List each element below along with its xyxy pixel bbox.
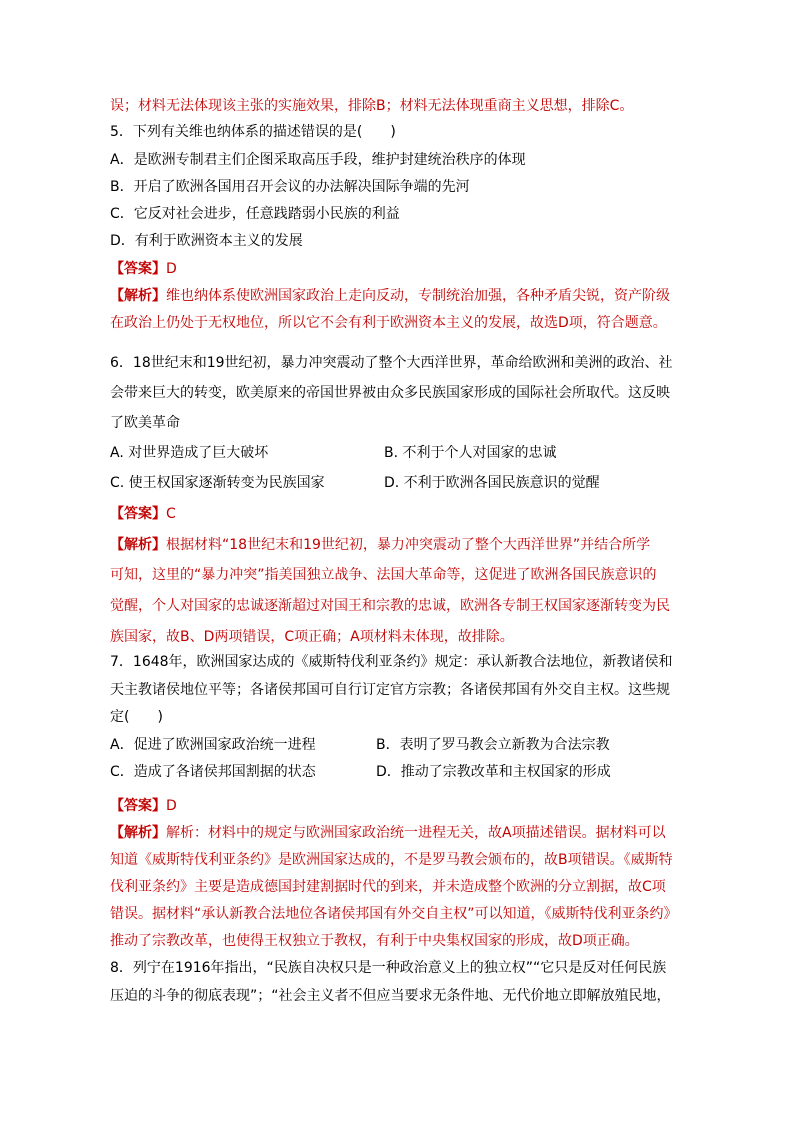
q6-answer-value: C <box>166 506 176 522</box>
q7-analysis-line-1 <box>110 823 666 843</box>
q6-stem-1: 6．18世纪末和19世纪初，暴力冲突震动了整个大西洋世界，革命给欧洲和美洲的政治、社 <box>110 355 673 371</box>
q6-option-a: A. 对世界造成了巨大破坏 <box>110 445 269 461</box>
q5-analysis-text-1: 维也纳体系使欧洲国家政治上走向反动，专制统治加强，各种矛盾尖锐，资产阶级 <box>166 288 670 304</box>
q8-stem-2: 压迫的斗争的彻底表现”；“社会主义者不但应当要求无条件地、无代价地立即解放殖民地， <box>110 988 671 1004</box>
q5-option-c: C．它反对社会进步，任意践踏弱小民族的利益 <box>110 206 400 222</box>
q6-stem-3: 了欧美革命 <box>110 415 180 431</box>
q6-stem-2: 会带来巨大的转变，欧美原来的帝国世界被由众多民族国家形成的国际社会所取代。这反映 <box>110 385 670 401</box>
q7-analysis-label: 【解析】 <box>110 825 166 841</box>
q5-analysis-label: 【解析】 <box>110 288 166 304</box>
q5-option-a: A．是欧洲专制君主们企图采取高压手段，维护封建统治秩序的体现 <box>110 152 526 168</box>
q7-answer-label: 【答案】 <box>110 798 166 814</box>
q5-analysis-line-1 <box>110 286 670 306</box>
q6-option-c: C. 使王权国家逐渐转变为民族国家 <box>110 475 325 491</box>
q7-analysis-text-1: 解析：材料中的规定与欧洲国家政治统一进程无关，故A项描述错误。据材料可以 <box>166 825 666 841</box>
q7-option-d: D．推动了宗教改革和主权国家的形成 <box>376 764 611 780</box>
q5-option-d: D．有利于欧洲资本主义的发展 <box>110 233 303 249</box>
q7-analysis-line-3: 伐利亚条约》主要是造成德国封建割据时代的到来，并未造成整个欧洲的分立割据，故C项 <box>110 879 666 895</box>
q6-option-d: D. 不利于欧洲各国民族意识的觉醒 <box>384 475 600 491</box>
q7-stem-1: 7．1648年，欧洲国家达成的《威斯特伐利亚条约》规定：承认新教合法地位，新教诸侯和 <box>110 654 673 670</box>
q7-stem-2: 天主教诸侯地位平等；各诸侯邦国可自行订定官方宗教；各诸侯邦国有外交自主权。这些规 <box>110 682 670 698</box>
q7-option-c: C．造成了各诸侯邦国割据的状态 <box>110 764 316 780</box>
q5-answer-label: 【答案】 <box>110 261 166 277</box>
q5-answer <box>110 259 177 279</box>
q5-answer-value: D <box>166 261 177 277</box>
q6-analysis-line-3: 觉醒，个人对国家的忠诚逐渐超过对国王和宗教的忠诚，欧洲各专制王权国家逐渐转变为民 <box>110 598 670 614</box>
q7-analysis-line-2: 知道《威斯特伐利亚条约》是欧洲国家达成的，不是罗马教会颁布的，故B项错误。《威斯特 <box>110 852 673 868</box>
q8-stem-1: 8．列宁在1916年指出，“民族自决权只是一种政治意义上的独立权”“它只是反对任何民族 <box>110 960 667 976</box>
prev-analysis-tail: 误；材料无法体现该主张的实施效果，排除B；材料无法体现重商主义思想，排除C。 <box>110 98 634 114</box>
q7-stem-3: 定( ) <box>110 709 163 725</box>
q6-answer-label: 【答案】 <box>110 506 166 522</box>
q7-option-b: B．表明了罗马教会立新教为合法宗教 <box>376 737 610 753</box>
q6-analysis-label: 【解析】 <box>110 537 166 553</box>
q6-answer <box>110 504 176 524</box>
q5-analysis-line-2: 在政治上仍处于无权地位，所以它不会有利于欧洲资本主义的发展，故选D项，符合题意。 <box>110 315 667 331</box>
q7-option-a: A．促进了欧洲国家政治统一进程 <box>110 737 316 753</box>
q5-stem: 5．下列有关维也纳体系的描述错误的是( ) <box>110 124 396 140</box>
q6-analysis-line-4: 族国家，故B、D两项错误，C项正确；A项材料未体现，故排除。 <box>110 629 514 645</box>
q7-answer <box>110 796 177 816</box>
q6-analysis-line-1 <box>110 535 650 555</box>
q5-option-b: B．开启了欧洲各国用召开会议的办法解决国际争端的先河 <box>110 179 470 195</box>
q6-option-b: B. 不利于个人对国家的忠诚 <box>384 445 557 461</box>
q7-analysis-line-4: 错误。据材料“承认新教合法地位各诸侯邦国有外交自主权”可以知道，《威斯特伐利亚条约》 <box>110 906 678 922</box>
q6-analysis-line-2: 可知，这里的“暴力冲突”指美国独立战争、法国大革命等，这促进了欧洲各国民族意识的 <box>110 567 657 583</box>
q7-answer-value: D <box>166 798 177 814</box>
q6-analysis-text-1: 根据材料“18世纪末和19世纪初，暴力冲突震动了整个大西洋世界”并结合所学 <box>166 537 651 553</box>
q7-analysis-line-5: 推动了宗教改革，也使得王权独立于教权，有利于中央集权国家的形成，故D项正确。 <box>110 933 639 949</box>
